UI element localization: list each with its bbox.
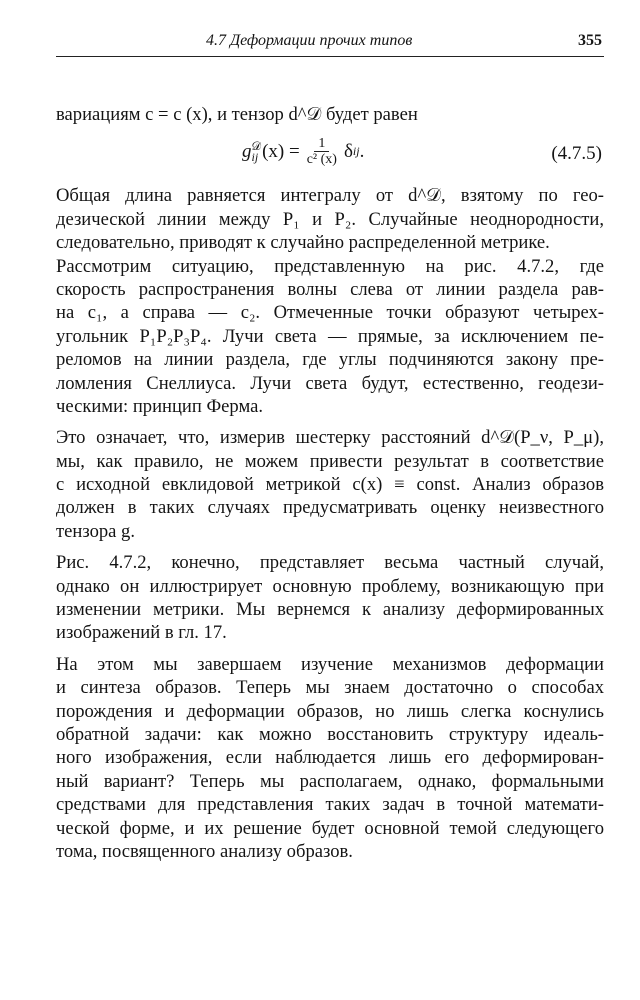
body-text	[56, 103, 604, 863]
text-line: дезической линии между P₁ и P₂. Случайные неоднородности,	[56, 208, 604, 230]
formula-lhs-sub: ij	[251, 149, 259, 164]
text-line: ческими: принцип Ферма.	[56, 395, 263, 417]
text-line: с исходной евклидовой метрикой c(x) ≡ const. Анализ образов	[56, 474, 604, 496]
text-line: изменении метрики. Мы вернемся к анализу деформированных	[56, 599, 604, 621]
text-line: порождения и деформации образов, но лишь слегка коснулись	[56, 700, 604, 722]
text-line: ного изображения, если наблюдается лишь его деформирован-	[56, 747, 604, 769]
formula-fraction	[303, 136, 341, 167]
text-line: на c₁, а справа — c₂. Отмеченные точки образуют четырех-	[56, 302, 604, 324]
page-number: 355	[578, 32, 602, 49]
text-line: ный вариант? Теперь мы располагаем, однако, формальными	[56, 770, 604, 792]
paragraph-4	[56, 551, 604, 645]
book-page	[56, 28, 604, 863]
text-line: ломления Снеллиуса. Лучи света будут, естественно, геодези-	[56, 372, 604, 394]
text-line: и синтеза образов. Теперь мы знаем достаточно о способах	[56, 677, 604, 699]
text-line: изображений в гл. 17.	[56, 622, 227, 644]
text-line: ческой форме, и их решение будет основной темой следующего	[56, 817, 604, 839]
text-line: должен в таких случаях предусматривать оценку неизвестного	[56, 497, 604, 519]
text-line: реломов на линии раздела, где углы подчиняются закону пре-	[56, 349, 604, 371]
intro-line: вариациям c = c (x), и тензор d^𝒟 будет равен	[56, 104, 418, 125]
formula-numerator: 1	[314, 136, 329, 152]
paragraph-2	[56, 255, 604, 419]
text-line: мы, как правило, не можем привести результат в соответствие	[56, 450, 604, 472]
text-line: угольник P₁P₂P₃P₄. Лучи света — прямые, за исключением пе-	[56, 325, 604, 347]
text-line: скорость распространения волны слева от линии раздела рав-	[56, 278, 604, 300]
text-line: Общая длина равняется интегралу от d^𝒟, взятому по гео-	[56, 185, 604, 207]
text-line: Рис. 4.7.2, конечно, представляет весьма частный случай,	[56, 552, 604, 574]
formula-end: .	[359, 141, 365, 163]
text-line: тензора g.	[56, 520, 136, 542]
text-line: средствами для представления таких задач в точной математи-	[56, 794, 604, 816]
equation-4-7-5	[56, 132, 604, 178]
text-line: обратной задачи: как можно восстановить структуру идеаль-	[56, 723, 604, 745]
text-line: Это означает, что, измерив шестерку расстояний d^𝒟(P_ν, P_μ),	[56, 427, 604, 449]
formula-lhs-sup: 𝒟	[251, 138, 262, 153]
paragraph-5	[56, 653, 604, 864]
formula-denominator: c² (x)	[306, 152, 337, 168]
text-line: однако он иллюстрирует основную проблему, возникающую при	[56, 575, 604, 597]
formula-arg: (x) =	[262, 141, 300, 163]
text-line: тома, посвященного анализу образов.	[56, 840, 353, 862]
formula-lhs: g	[242, 141, 252, 163]
text-line: На этом мы завершаем изучение механизмов деформации	[56, 653, 604, 675]
section-title: 4.7 Деформации прочих типов	[206, 32, 413, 49]
formula	[242, 136, 364, 167]
formula-delta: δ	[343, 141, 353, 163]
text-line: следовательно, приводят к случайно распределенной метрике.	[56, 232, 550, 254]
running-head	[56, 28, 604, 57]
formula-delta-sub: ij	[352, 144, 360, 159]
paragraph-1	[56, 184, 604, 254]
paragraph-3	[56, 426, 604, 543]
equation-number: (4.7.5)	[551, 143, 602, 165]
text-line: Рассмотрим ситуацию, представленную на рис. 4.7.2, где	[56, 255, 604, 277]
